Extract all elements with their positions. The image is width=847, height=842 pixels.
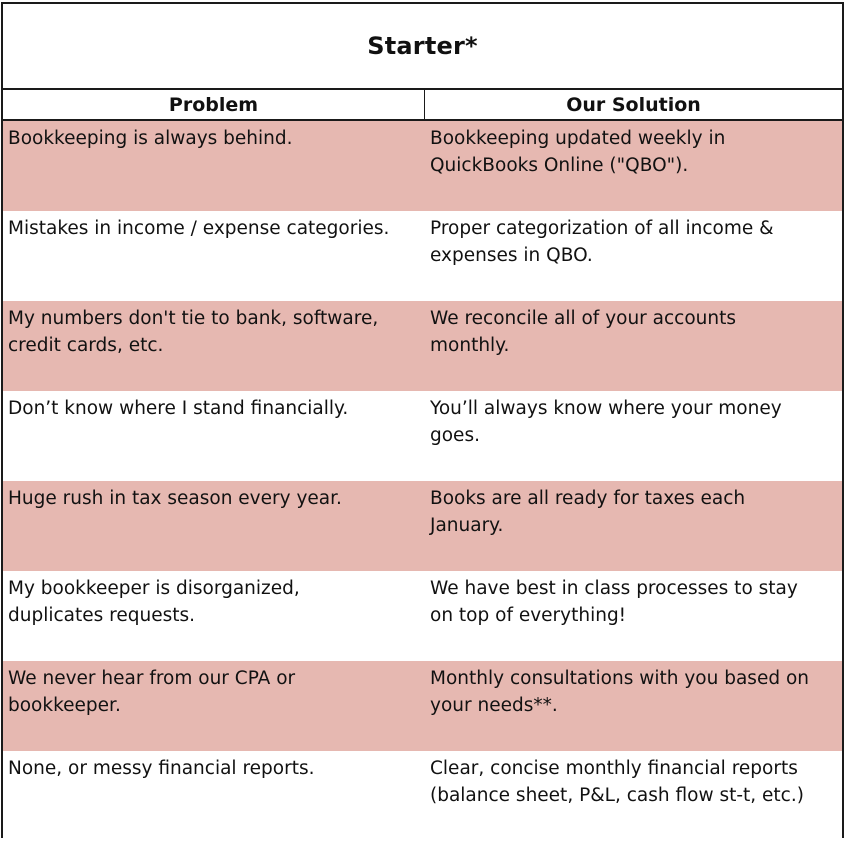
solution-cell: Proper categorization of all income & expenses in QBO. <box>430 218 774 266</box>
solution-cell: You’ll always know where your money goes. <box>430 398 782 446</box>
problem-cell: Bookkeeping is always behind. <box>8 128 293 149</box>
problem-cell: We never hear from our CPA or bookkeeper. <box>8 668 296 716</box>
solution-cell: We reconcile all of your accounts monthly. <box>430 308 737 356</box>
table-row <box>3 481 842 571</box>
problem-cell: Huge rush in tax season every year. <box>8 488 342 509</box>
solution-cell: Bookkeeping updated weekly in QuickBooks Online ("QBO"). <box>430 128 726 176</box>
table-row <box>3 211 842 301</box>
solution-cell: Clear, concise monthly financial reports (balance sheet, P&L, cash flow st-t, etc.) <box>430 758 804 806</box>
problem-cell: Don’t know where I stand financially. <box>8 398 349 419</box>
problem-cell: Mistakes in income / expense categories. <box>8 218 390 239</box>
problem-cell: My numbers don't tie to bank, software, credit cards, etc. <box>8 308 379 356</box>
problem-cell: None, or messy financial reports. <box>8 758 315 779</box>
table-row <box>3 121 842 211</box>
table-row <box>3 571 842 661</box>
problem-column-header: Problem <box>3 90 425 119</box>
table-row <box>3 301 842 391</box>
solution-cell: We have best in class processes to stay on top of everything! <box>430 578 798 626</box>
table-title: Starter* <box>367 32 478 60</box>
solution-column-header: Our Solution <box>566 93 701 116</box>
problem-cell: My bookkeeper is disorganized, duplicates requests. <box>8 578 300 626</box>
table-row <box>3 751 842 841</box>
header-row <box>3 90 842 121</box>
table-row <box>3 661 842 751</box>
pricing-table <box>1 2 844 838</box>
table-row <box>3 391 842 481</box>
solution-cell: Books are all ready for taxes each January. <box>430 488 746 536</box>
table-body <box>3 121 842 841</box>
solution-cell: Monthly consultations with you based on your needs**. <box>430 668 809 716</box>
title-row <box>3 4 842 90</box>
